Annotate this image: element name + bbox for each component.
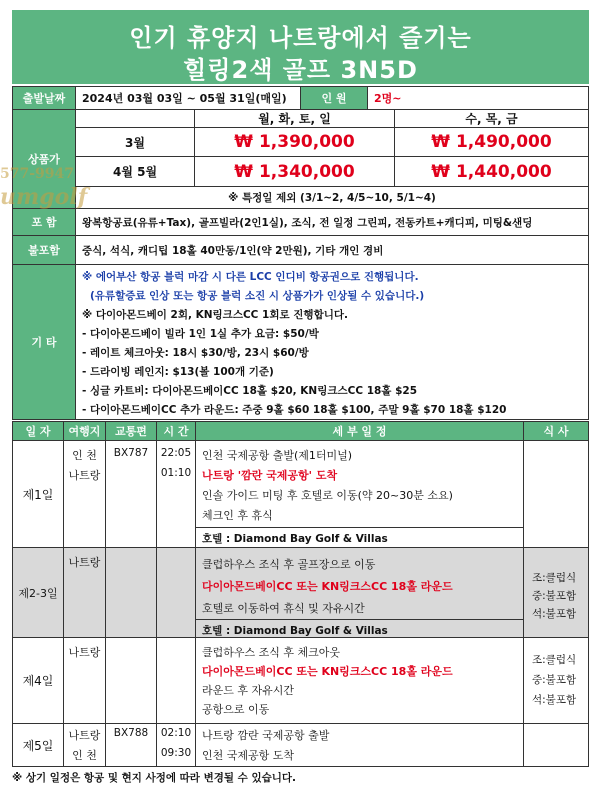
day-1-detail-2: 나트랑 '깜란 국제공항' 도착 bbox=[202, 469, 338, 482]
price-col-a-header: 월, 화, 토, 일 bbox=[194, 109, 395, 128]
departure-label: 출발날짜 bbox=[12, 86, 76, 110]
people-label: 인 원 bbox=[300, 86, 368, 110]
footnote: ※ 상기 일정은 항공 및 현지 사정에 따라 변경될 수 있습니다. bbox=[12, 772, 297, 784]
day-1-transport-cell bbox=[105, 440, 157, 548]
day-5-transport-cell bbox=[105, 723, 157, 767]
day-1-hotel: 호텔 : Diamond Bay Golf & Villas bbox=[202, 533, 388, 545]
etc-line-6: - 드라이빙 레인지: $13(볼 100개 기준) bbox=[82, 366, 274, 378]
day-4-meal-3: 석:불포함 bbox=[532, 694, 577, 706]
day-2-hotel: 호텔 : Diamond Bay Golf & Villas bbox=[202, 625, 388, 637]
day-5-places bbox=[63, 723, 106, 767]
day-2-transport-cell bbox=[105, 547, 157, 638]
day-5-detail-1: 나트랑 깜란 국제공항 출발 bbox=[202, 729, 330, 742]
day-4-place-1: 나트랑 bbox=[68, 646, 101, 659]
price-1a: ₩ 1,390,000 bbox=[194, 127, 395, 157]
day-1-place-2: 나트랑 bbox=[68, 469, 101, 482]
day-2-meal-1: 조:클럽식 bbox=[532, 572, 577, 584]
price-col-b-header: 수, 목, 금 bbox=[394, 109, 589, 128]
day-2-times bbox=[156, 547, 196, 638]
header-transport: 교통편 bbox=[105, 421, 157, 441]
watermark-phone: 577-9947 bbox=[0, 166, 74, 182]
price-1b: ₩ 1,490,000 bbox=[394, 127, 589, 157]
day-1-place-1: 인 천 bbox=[72, 449, 97, 462]
day-2-label: 제2-3일 bbox=[12, 547, 64, 638]
etc-line-7: - 싱글 카트비: 다이아몬드베이CC 18홀 $20, KN링크스CC 18홀 $25 bbox=[82, 385, 418, 397]
include-value: 왕복항공료(유류+Tax), 골프빌라(2인1실), 조식, 전 일정 그린피, 전동카트+캐디피, 미팅&샌딩 bbox=[75, 208, 589, 236]
day-2-detail-1: 클럽하우스 조식 후 골프장으로 이동 bbox=[202, 558, 376, 571]
etc-line-4: - 다이아몬드베이 빌라 1인 1실 추가 요금: $50/박 bbox=[82, 328, 319, 340]
day-5-times bbox=[156, 723, 196, 767]
people-value: 2명~ bbox=[367, 86, 589, 110]
header-meals: 식 사 bbox=[523, 421, 589, 441]
day-4-transport-cell bbox=[105, 637, 157, 724]
day-5-details bbox=[195, 723, 524, 767]
day-4-times bbox=[156, 637, 196, 724]
banner-line-1: 인기 휴양지 나트랑에서 즐기는 bbox=[129, 24, 472, 52]
etc-label: 기 타 bbox=[12, 264, 76, 420]
exclude-label: 불포함 bbox=[12, 235, 76, 265]
day-4-places bbox=[63, 637, 106, 724]
day-1-detail-3: 인솔 가이드 미팅 후 호텔로 이동(약 20~30분 소요) bbox=[202, 489, 453, 502]
day-4-detail-4: 공항으로 이동 bbox=[202, 703, 270, 716]
day-5-transport: BX788 bbox=[113, 727, 149, 739]
include-label: 포 함 bbox=[12, 208, 76, 236]
day-4-label: 제4일 bbox=[12, 637, 64, 724]
day-2-place-1: 나트랑 bbox=[68, 556, 101, 569]
header-place: 여행지 bbox=[63, 421, 106, 441]
price-blank-header bbox=[75, 109, 195, 128]
exclude-value: 중식, 석식, 캐디팁 18홀 40만동/1인(약 2만원), 기타 개인 경비 bbox=[75, 235, 589, 265]
price-period-2: 4월 5월 bbox=[75, 156, 195, 187]
day-2-meals bbox=[523, 547, 589, 638]
day-4-meal-1: 조:클럽식 bbox=[532, 654, 577, 666]
day-2-details bbox=[195, 547, 524, 638]
day-4-detail-1: 클럽하우스 조식 후 체크아웃 bbox=[202, 646, 341, 659]
day-5-time-2: 09:30 bbox=[160, 747, 192, 759]
day-1-time-1: 22:05 bbox=[160, 447, 192, 459]
day-1-detail-1: 인천 국제공항 출발(제1터미널) bbox=[202, 449, 353, 462]
departure-value: 2024년 03월 03일 ~ 05월 31일(매일) bbox=[75, 86, 301, 110]
etc-line-3: ※ 다이아몬드베이 2회, KN링크스CC 1회로 진행합니다. bbox=[82, 309, 348, 321]
day-4-detail-3: 라운드 후 자유시간 bbox=[202, 684, 295, 697]
day-1-times bbox=[156, 440, 196, 548]
etc-line-2: (유류할증료 인상 또는 항공 블럭 소진 시 상품가가 인상될 수 있습니다.) bbox=[90, 290, 425, 302]
header-day: 일 자 bbox=[12, 421, 64, 441]
day-1-meals bbox=[523, 440, 589, 548]
day-5-meals bbox=[523, 723, 589, 767]
day-2-detail-3: 호텔로 이동하여 휴식 및 자유시간 bbox=[202, 602, 365, 615]
day-4-details bbox=[195, 637, 524, 724]
title-banner bbox=[12, 10, 589, 84]
day-4-meal-2: 중:불포함 bbox=[532, 674, 577, 686]
day-5-label: 제5일 bbox=[12, 723, 64, 767]
day-5-place-1: 나트랑 bbox=[68, 729, 101, 742]
etc-line-1: ※ 에어부산 항공 블럭 마감 시 다른 LCC 인디비 항공권으로 진행됩니다. bbox=[82, 271, 419, 283]
day-4-meals bbox=[523, 637, 589, 724]
day-5-place-2: 인 천 bbox=[72, 749, 97, 762]
day-2-meal-3: 석:불포함 bbox=[532, 608, 577, 620]
watermark-brand: umgolf bbox=[0, 184, 88, 210]
day-4-detail-2: 다이아몬드베이CC 또는 KN링크스CC 18홀 라운드 bbox=[202, 665, 453, 678]
day-5-detail-2: 인천 국제공항 도착 bbox=[202, 749, 295, 762]
day-1-detail-4: 체크인 후 휴식 bbox=[202, 509, 273, 522]
day-2-detail-2: 다이아몬드베이CC 또는 KN링크스CC 18홀 라운드 bbox=[202, 580, 453, 593]
etc-line-8: - 다이아몬드베이CC 추가 라운드: 주중 9홀 $60 18홀 $100, 주말 9홀 $70 18홀 $120 bbox=[82, 404, 507, 416]
day-1-places bbox=[63, 440, 106, 548]
price-2a: ₩ 1,340,000 bbox=[194, 156, 395, 187]
day-1-time-2: 01:10 bbox=[160, 467, 192, 479]
etc-line-5: - 레이트 체크아웃: 18시 $30/방, 23시 $60/방 bbox=[82, 347, 309, 359]
price-label: 상품가 bbox=[12, 109, 76, 209]
header-details: 세 부 일 정 bbox=[195, 421, 524, 441]
day-1-label: 제1일 bbox=[12, 440, 64, 548]
day-1-details bbox=[195, 440, 524, 548]
day-2-places bbox=[63, 547, 106, 638]
day-1-transport: BX787 bbox=[113, 447, 149, 459]
day-2-meal-2: 중:불포함 bbox=[532, 590, 577, 602]
header-time: 시 간 bbox=[156, 421, 196, 441]
banner-line-2: 힐링2색 골프 3N5D bbox=[183, 56, 418, 84]
price-period-1: 3월 bbox=[75, 127, 195, 157]
price-exclude-note: ※ 특정일 제외 (3/1~2, 4/5~10, 5/1~4) bbox=[75, 186, 589, 209]
price-2b: ₩ 1,440,000 bbox=[394, 156, 589, 187]
day-5-time-1: 02:10 bbox=[160, 727, 192, 739]
etc-content bbox=[75, 264, 589, 420]
